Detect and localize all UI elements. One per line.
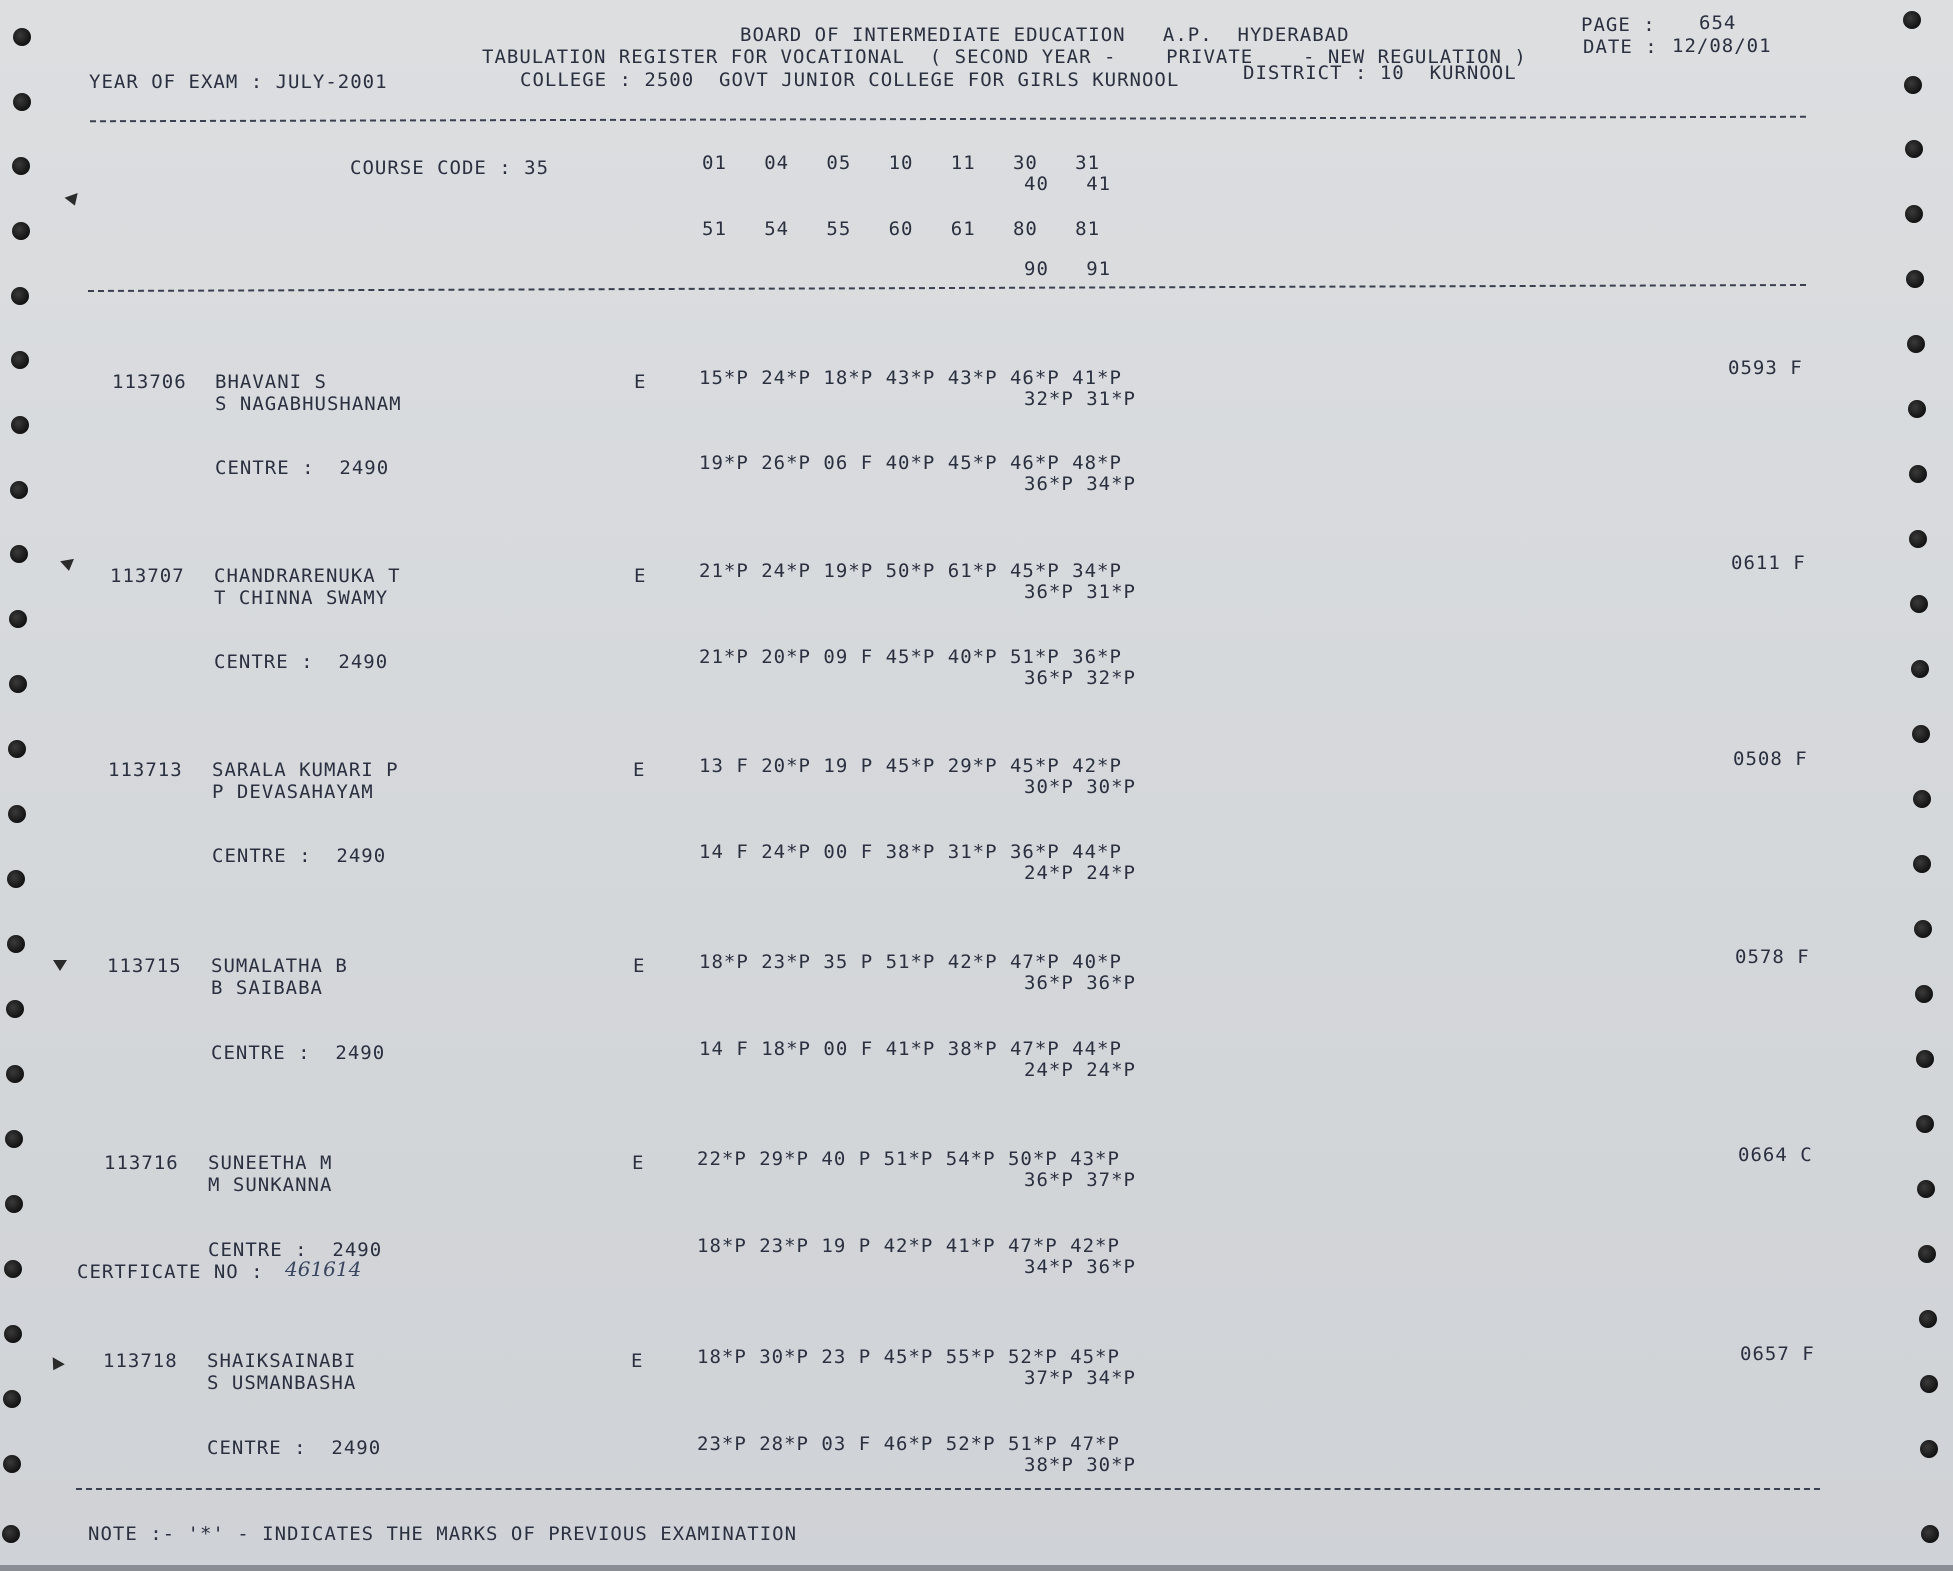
year-of-exam: YEAR OF EXAM : JULY-2001 [89,71,388,93]
sprocket-hole [6,1065,24,1083]
student-name: SUNEETHA M [208,1152,333,1174]
centre: CENTRE : 2490 [212,845,387,867]
sprocket-hole [13,93,31,111]
student-id: 113706 [112,371,187,393]
student-name: SARALA KUMARI P [212,759,399,781]
sprocket-hole [1917,1180,1935,1198]
marks-current-extra: 30*P 30*P [1024,776,1136,798]
sprocket-hole [1914,920,1932,938]
sprocket-hole [6,1000,24,1018]
sprocket-hole [1918,1245,1936,1263]
course-code: COURSE CODE : 35 [350,157,550,179]
page-number: 654 [1699,12,1737,34]
marks-current: 21*P 24*P 19*P 50*P 61*P 45*P 34*P [699,560,1122,582]
student-id: 113718 [103,1350,178,1372]
sprocket-hole [2,1525,20,1543]
guardian-name: P DEVASAHAYAM [212,781,374,803]
sprocket-hole [11,416,29,434]
centre: CENTRE : 2490 [214,651,389,673]
sprocket-hole [1920,1375,1938,1393]
centre: CENTRE : 2490 [215,457,390,479]
sprocket-hole [1905,140,1923,158]
total-result: 0664 C [1738,1144,1813,1166]
date-label: DATE : [1583,36,1658,58]
page-bottom-edge [0,1565,1953,1571]
sprocket-hole [8,740,26,758]
marks-current-extra: 37*P 34*P [1024,1367,1136,1389]
student-id: 113716 [104,1152,179,1174]
footer-divider [76,1488,1820,1490]
student-id: 113713 [108,759,183,781]
marks-current-extra: 32*P 31*P [1024,388,1136,410]
page-label: PAGE : [1581,14,1656,36]
medium: E [632,1152,645,1174]
marks-previous: 21*P 20*P 09 F 45*P 40*P 51*P 36*P [699,646,1122,668]
marks-previous-extra: 34*P 36*P [1024,1256,1136,1278]
sprocket-hole [4,1325,22,1343]
sprocket-hole [1916,1115,1934,1133]
district-info: DISTRICT : 10 KURNOOL [1243,62,1517,84]
total-result: 0657 F [1740,1343,1815,1365]
marks-current-extra: 36*P 36*P [1024,972,1136,994]
medium: E [634,565,647,587]
centre: CENTRE : 2490 [207,1437,382,1459]
marks-previous-extra: 24*P 24*P [1024,862,1136,884]
guardian-name: S USMANBASHA [207,1372,357,1394]
header-divider [90,116,1806,122]
sprocket-hole [1905,205,1923,223]
marks-previous: 23*P 28*P 03 F 46*P 52*P 51*P 47*P [697,1433,1120,1455]
sprocket-hole [9,610,27,628]
subject-codes-row2: 51 54 55 60 61 80 81 [702,218,1101,240]
marks-previous: 14 F 18*P 00 F 41*P 38*P 47*P 44*P [699,1038,1122,1060]
sprocket-hole [7,935,25,953]
marks-previous-extra: 24*P 24*P [1024,1059,1136,1081]
sprocket-hole [1907,335,1925,353]
tick-mark [47,1357,65,1374]
medium: E [631,1350,644,1372]
guardian-name: B SAIBABA [211,977,323,999]
course-divider [88,284,1806,292]
marks-current: 13 F 20*P 19 P 45*P 29*P 45*P 42*P [699,755,1122,777]
subject-codes-row3: 90 91 [1024,258,1112,280]
sprocket-hole [12,157,30,175]
certificate-number-handwritten: 461614 [285,1257,362,1281]
sprocket-hole [10,545,28,563]
subject-codes-row1b: 40 41 [1024,173,1112,195]
marks-previous-extra: 38*P 30*P [1024,1454,1136,1476]
tick-mark [60,559,76,572]
sprocket-hole [1920,1440,1938,1458]
college-info: COLLEGE : 2500 GOVT JUNIOR COLLEGE FOR GIRLS KURNOOL [520,69,1180,91]
tick-mark [65,193,82,208]
sprocket-hole [1904,76,1922,94]
report-date: 12/08/01 [1672,35,1772,57]
student-id: 113715 [107,955,182,977]
total-result: 0508 F [1733,748,1808,770]
marks-previous-extra: 36*P 32*P [1024,667,1136,689]
sprocket-hole [13,28,31,46]
guardian-name: T CHINNA SWAMY [214,587,389,609]
sprocket-hole [1908,400,1926,418]
sprocket-hole [5,1195,23,1213]
sprocket-hole [1915,985,1933,1003]
marks-current-extra: 36*P 31*P [1024,581,1136,603]
guardian-name: M SUNKANNA [208,1174,333,1196]
total-result: 0593 F [1728,357,1803,379]
centre: CENTRE : 2490 [211,1042,386,1064]
sprocket-hole [1913,855,1931,873]
medium: E [633,759,646,781]
marks-previous: 14 F 24*P 00 F 38*P 31*P 36*P 44*P [699,841,1122,863]
sprocket-hole [4,1260,22,1278]
sprocket-hole [1909,530,1927,548]
sprocket-hole [11,287,29,305]
sprocket-hole [1911,660,1929,678]
sprocket-hole [1913,790,1931,808]
sprocket-hole [10,481,28,499]
sprocket-hole [3,1390,21,1408]
marks-current: 18*P 30*P 23 P 45*P 55*P 52*P 45*P [697,1346,1120,1368]
sprocket-hole [5,1130,23,1148]
marks-previous: 18*P 23*P 19 P 42*P 41*P 47*P 42*P [697,1235,1120,1257]
tick-mark [53,960,67,971]
sprocket-hole [1921,1525,1939,1543]
marks-current: 22*P 29*P 40 P 51*P 54*P 50*P 43*P [697,1148,1120,1170]
sprocket-hole [7,870,25,888]
guardian-name: S NAGABHUSHANAM [215,393,402,415]
footer-note: NOTE :- '*' - INDICATES THE MARKS OF PREVIOUS EXAMINATION [88,1523,798,1545]
marks-current-extra: 36*P 37*P [1024,1169,1136,1191]
medium: E [634,371,647,393]
sprocket-hole [9,675,27,693]
marks-previous-extra: 36*P 34*P [1024,473,1136,495]
student-id: 113707 [110,565,185,587]
sprocket-hole [1910,595,1928,613]
medium: E [633,955,646,977]
marks-current: 15*P 24*P 18*P 43*P 43*P 46*P 41*P [699,367,1122,389]
sprocket-hole [1916,1050,1934,1068]
student-name: SHAIKSAINABI [207,1350,357,1372]
sprocket-hole [1919,1310,1937,1328]
student-name: CHANDRARENUKA T [214,565,401,587]
register-title: TABULATION REGISTER FOR VOCATIONAL ( SECOND YEAR - PRIVATE - NEW REGULATION ) [482,46,1527,68]
student-name: SUMALATHA B [211,955,348,977]
sprocket-hole [1906,270,1924,288]
sprocket-hole [1903,11,1921,29]
centre: CENTRE : 2490 [208,1239,383,1261]
subject-codes-row1: 01 04 05 10 11 30 31 [702,152,1101,174]
sprocket-hole [1912,725,1930,743]
total-result: 0578 F [1735,946,1810,968]
marks-previous: 19*P 26*P 06 F 40*P 45*P 46*P 48*P [699,452,1122,474]
sprocket-hole [11,351,29,369]
certificate-label: CERTFICATE NO : [77,1261,264,1283]
sprocket-hole [3,1455,21,1473]
sprocket-hole [8,805,26,823]
total-result: 0611 F [1731,552,1806,574]
student-name: BHAVANI S [215,371,327,393]
sprocket-hole [12,222,30,240]
board-title: BOARD OF INTERMEDIATE EDUCATION A.P. HYDERABAD [740,24,1350,46]
sprocket-hole [1909,465,1927,483]
marks-current: 18*P 23*P 35 P 51*P 42*P 47*P 40*P [699,951,1122,973]
